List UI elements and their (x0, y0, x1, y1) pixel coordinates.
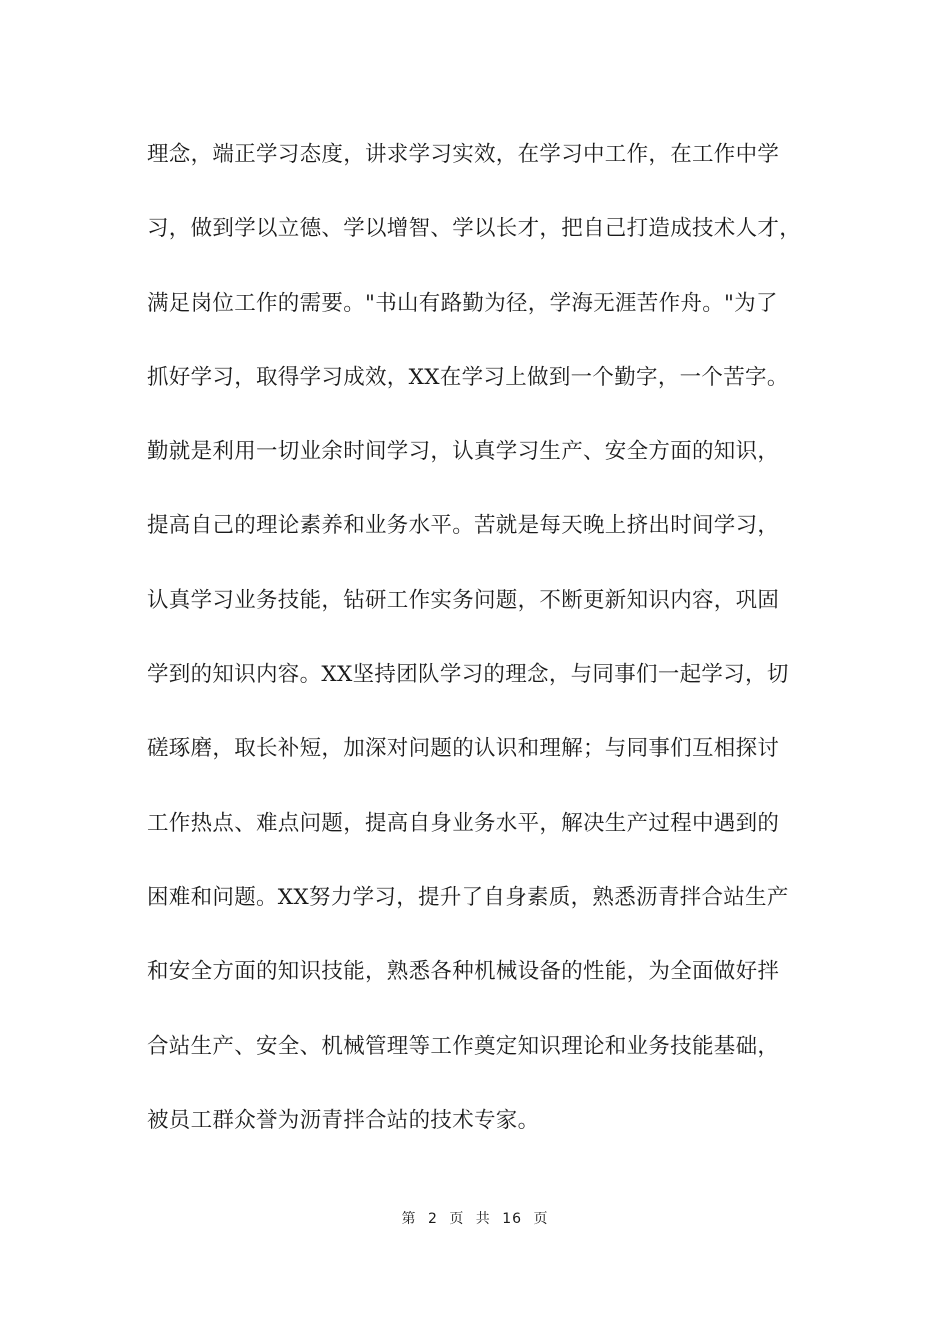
footer-suffix: 页 (533, 1211, 549, 1227)
paragraph-line: 合站生产、安全、机械管理等工作奠定知识理论和业务技能基础， (147, 1033, 780, 1059)
footer-prefix: 第 (401, 1211, 417, 1227)
current-page-number: 2 (427, 1211, 438, 1227)
paragraph-line: 困难和问题。XX努力学习，提升了自身素质，熟悉沥青拌合站生产 (147, 884, 789, 910)
paragraph-line: 工作热点、难点问题，提高自身业务水平，解决生产过程中遇到的 (147, 810, 780, 836)
paragraph-line: 提高自己的理论素养和业务水平。苦就是每天晚上挤出时间学习， (147, 513, 780, 539)
paragraph-line: 认真学习业务技能，钻研工作实务问题，不断更新知识内容，巩固 (147, 587, 780, 613)
paragraph-line: 学到的知识内容。XX坚持团队学习的理念，与同事们一起学习，切 (147, 662, 789, 688)
paragraph-line: 抓好学习，取得学习成效，XX在学习上做到一个勤字，一个苦字。 (147, 364, 789, 390)
footer-page-word: 页 (449, 1211, 465, 1227)
paragraph-line: 满足岗位工作的需要。"书山有路勤为径，学海无涯苦作舟。"为了 (147, 290, 778, 316)
body-paragraph (147, 131, 847, 1171)
paragraph-line: 习，做到学以立德、学以增智、学以长才，把自己打造成技术人才， (147, 216, 802, 242)
page-footer (0, 1208, 950, 1228)
paragraph-line: 磋琢磨，取长补短，加深对问题的认识和理解；与同事们互相探讨 (147, 736, 780, 762)
paragraph-line: 勤就是利用一切业余时间学习，认真学习生产、安全方面的知识， (147, 439, 780, 465)
footer-total-prefix: 共 (475, 1211, 491, 1227)
paragraph-line: 被员工群众誉为沥青拌合站的技术专家。 (147, 1107, 540, 1133)
total-pages-number: 16 (502, 1211, 523, 1227)
paragraph-line: 和安全方面的知识技能，熟悉各种机械设备的性能，为全面做好拌 (147, 959, 780, 985)
paragraph-line: 理念，端正学习态度，讲求学习实效，在学习中工作，在工作中学 (147, 142, 780, 167)
